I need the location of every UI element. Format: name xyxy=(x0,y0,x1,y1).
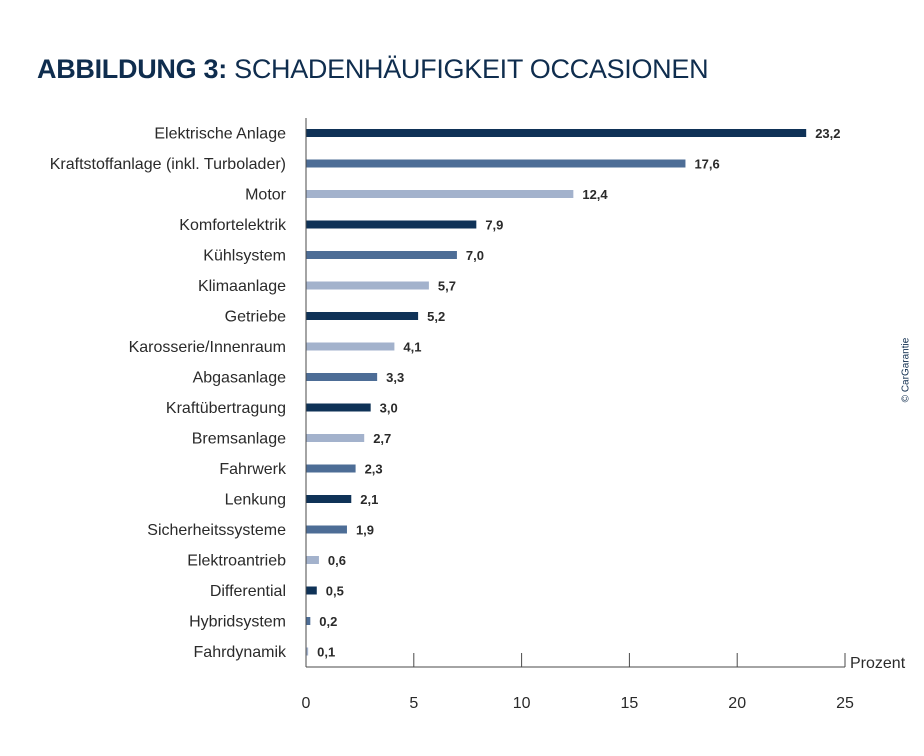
bar xyxy=(306,160,685,168)
category-label: Kühlsystem xyxy=(203,247,286,265)
chart-title-text: SCHADENHÄUFIGKEIT OCCASIONEN xyxy=(234,54,709,84)
data-label: 0,2 xyxy=(319,614,338,629)
bar xyxy=(306,434,364,442)
category-label: Kraftübertragung xyxy=(165,400,286,417)
bar xyxy=(306,526,347,534)
category-label: Hybridsystem xyxy=(189,613,286,631)
x-tick-label: 5 xyxy=(409,695,419,712)
category-label: Fahrwerk xyxy=(219,461,286,478)
data-label: 23,2 xyxy=(815,126,841,141)
data-label: 3,3 xyxy=(386,370,405,385)
data-label: 4,1 xyxy=(403,339,422,355)
data-label: 2,7 xyxy=(373,431,392,446)
data-label: 0,5 xyxy=(325,583,344,599)
bar xyxy=(306,465,356,473)
bar xyxy=(306,373,377,381)
data-label: 0,1 xyxy=(317,644,336,660)
category-label: Differential xyxy=(209,583,286,600)
data-label: 5,7 xyxy=(437,278,456,294)
bar xyxy=(306,556,319,564)
category-label: Getriebe xyxy=(224,308,286,326)
x-tick-label: 15 xyxy=(620,695,639,712)
bar xyxy=(306,343,394,351)
category-label: Klimaanlage xyxy=(197,278,286,295)
category-label: Komfortelektrik xyxy=(179,217,286,234)
data-label: 5,2 xyxy=(427,309,446,324)
data-label: 17,6 xyxy=(694,156,720,172)
bar xyxy=(306,282,429,290)
category-label: Kraftstoffanlage (inkl. Turbolader) xyxy=(49,156,286,173)
x-tick-label: 25 xyxy=(836,695,854,712)
category-label: Abgasanlage xyxy=(192,369,286,387)
data-label: 0,6 xyxy=(327,553,347,568)
bar xyxy=(306,251,457,259)
data-label: 12,4 xyxy=(582,187,608,202)
category-label: Bremsanlage xyxy=(191,430,286,448)
bar xyxy=(306,221,476,229)
x-tick-label: 10 xyxy=(512,695,531,712)
data-label: 1,9 xyxy=(355,522,375,538)
bar xyxy=(306,190,573,198)
bar xyxy=(306,587,317,595)
x-tick-label: 0 xyxy=(301,695,311,712)
category-label: Fahrdynamik xyxy=(193,644,286,661)
category-label: Lenkung xyxy=(224,491,286,509)
data-label: 7,9 xyxy=(485,217,504,233)
data-label: 2,3 xyxy=(364,461,383,477)
data-label: 7,0 xyxy=(465,248,484,263)
bar xyxy=(306,312,418,320)
category-label: Elektrische Anlage xyxy=(154,125,286,143)
copyright-note: © CarGarantie xyxy=(900,337,912,403)
category-label: Motor xyxy=(245,186,286,204)
bar xyxy=(306,495,351,503)
category-label: Sicherheitssysteme xyxy=(147,522,286,539)
chart-title-prefix: ABBILDUNG 3: xyxy=(37,54,227,84)
category-label: Karosserie/Innenraum xyxy=(128,339,286,356)
category-label: Elektroantrieb xyxy=(187,552,286,570)
bar xyxy=(306,617,310,625)
bar xyxy=(306,129,806,137)
x-tick-label: 20 xyxy=(728,695,747,712)
data-label: 2,1 xyxy=(360,492,379,507)
bar xyxy=(306,404,371,412)
x-axis-unit-label: Prozent xyxy=(850,655,906,672)
data-label: 3,0 xyxy=(379,400,398,416)
